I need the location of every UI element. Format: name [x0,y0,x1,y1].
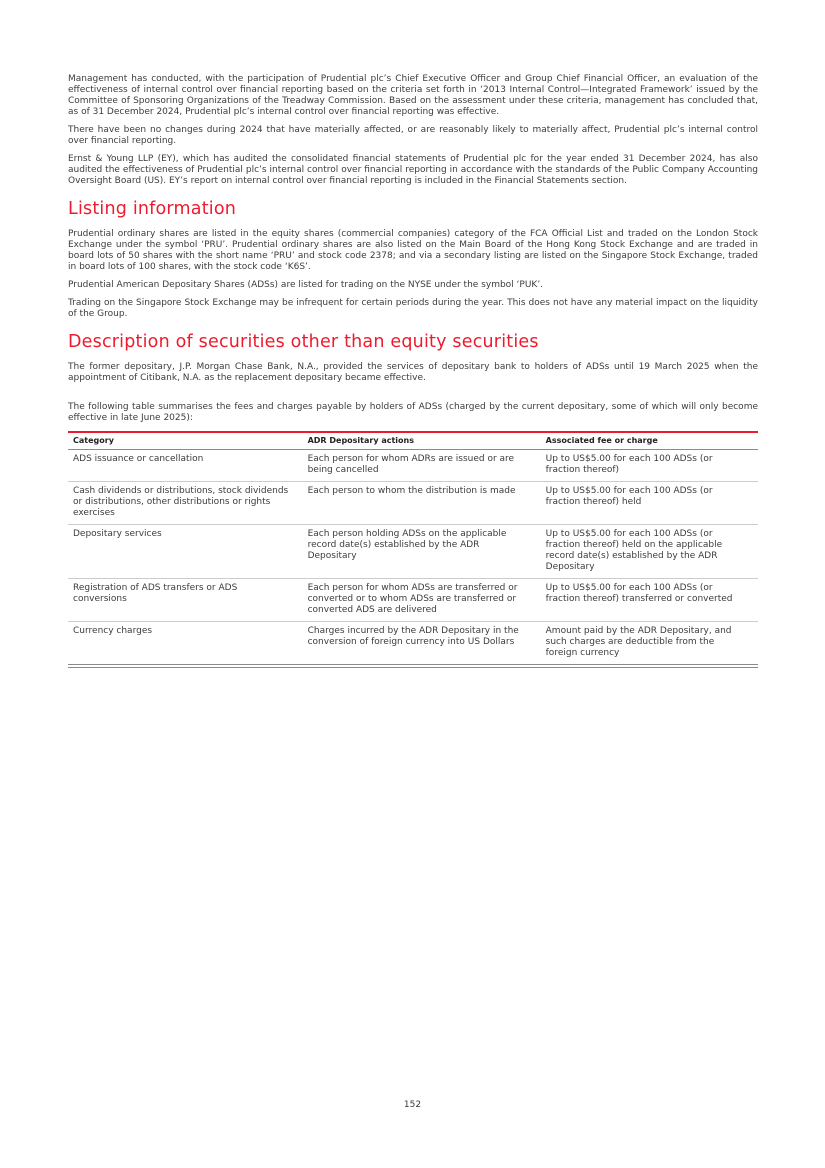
table-row-registration-transfers [68,579,758,622]
para-table-intro: The following table summarises the fees and charges payable by holders of ADSs (charged by the current depositary, some of which will only become effective in late June 2025): [68,402,758,423]
cell-category: Cash dividends or distributions, stock dividends or distributions, other distributions or rights exercises [68,482,303,525]
table-header-associated-fee: Associated fee or charge [541,432,758,450]
cell-fee: Up to US$5.00 for each 100 ADSs (or fraction thereof) transferred or converted [541,579,758,622]
ads-fees-table-container [68,431,758,668]
table-header-row [68,432,758,450]
heading-listing-information: Listing information [68,199,237,219]
page-content [68,74,758,668]
cell-category: ADS issuance or cancellation [68,450,303,482]
ads-fees-table [68,431,758,665]
para-ads-nyse: Prudential American Depositary Shares (ADSs) are listed for trading on the NYSE under the symbol ‘PUK’. [68,280,544,290]
cell-fee: Up to US$5.00 for each 100 ADSs (or fraction thereof) held [541,482,758,525]
cell-category: Currency charges [68,622,303,665]
cell-fee: Up to US$5.00 for each 100 ADSs (or fraction thereof) [541,450,758,482]
page-number: 152 [403,1100,422,1110]
cell-category: Depositary services [68,525,303,579]
cell-category: Registration of ADS transfers or ADS conversions [68,579,303,622]
table-header-adr-depositary-actions: ADR Depositary actions [303,432,541,450]
table-row-depositary-services [68,525,758,579]
cell-fee: Amount paid by the ADR Depositary, and such charges are deductible from the foreign currency [541,622,758,665]
para-internal-control-evaluation: Management has conducted, with the participation of Prudential plc’s Chief Executive Officer and Group Chief Financial Officer, an evaluation of the effectiveness of internal control over financial reporting based on the criteria set forth in ‘2013 Internal Control—Integrated Framework’ issued by the Committee of Sponsoring Organizations of the Treadway Commission. Based on the assessment under these criteria, management has concluded that, as of 31 December 2024, Prudential plc’s internal control over financial reporting was effective. [68,74,758,117]
cell-actions: Each person to whom the distribution is made [303,482,541,525]
para-ordinary-shares-listings: Prudential ordinary shares are listed in the equity shares (commercial companies) category of the FCA Official List and traded on the London Stock Exchange under the symbol ‘PRU’. Prudential ordinary shares are also listed on the Main Board of the Hong Kong Stock Exchange and are traded in board lots of 50 shares with the short name ‘PRU’ and stock code 2378; and via a secondary listing are listed on the Singapore Stock Exchange, traded in board lots of 100 shares, with the stock code ‘K6S’. [68,229,758,272]
para-singapore-trading: Trading on the Singapore Stock Exchange may be infrequent for certain periods during the year. This does not have any material impact on the liquidity of the Group. [68,298,758,319]
para-former-depositary: The former depositary, J.P. Morgan Chase Bank, N.A., provided the services of depositary bank to holders of ADSs until 19 March 2025 when the appointment of Citibank, N.A. as the replacement depositary became effective. [68,362,758,383]
para-no-material-changes: There have been no changes during 2024 that have materially affected, or are reasonably likely to materially affect, Prudential plc’s internal control over financial reporting. [68,125,758,146]
cell-actions: Each person holding ADSs on the applicable record date(s) established by the ADR Depositary [303,525,541,579]
table-row-currency-charges [68,622,758,665]
table-row-cash-dividends [68,482,758,525]
table-row-ads-issuance [68,450,758,482]
cell-fee: Up to US$5.00 for each 100 ADSs (or fraction thereof) held on the applicable record date(s) established by the ADR Depositary [541,525,758,579]
heading-securities-description: Description of securities other than equity securities [68,332,539,352]
cell-actions: Each person for whom ADSs are transferred or converted or to whom ADSs are transferred or converted ADS are delivered [303,579,541,622]
para-ey-audit: Ernst & Young LLP (EY), which has audited the consolidated financial statements of Prudential plc for the year ended 31 December 2024, has also audited the effectiveness of Prudential plc’s internal control over financial reporting in accordance with the standards of the Public Company Accounting Oversight Board (US). EY’s report on internal control over financial reporting is included in the Financial Statements section. [68,154,758,186]
cell-actions: Charges incurred by the ADR Depositary in the conversion of foreign currency into US Dollars [303,622,541,665]
cell-actions: Each person for whom ADRs are issued or are being cancelled [303,450,541,482]
table-header-category: Category [68,432,303,450]
